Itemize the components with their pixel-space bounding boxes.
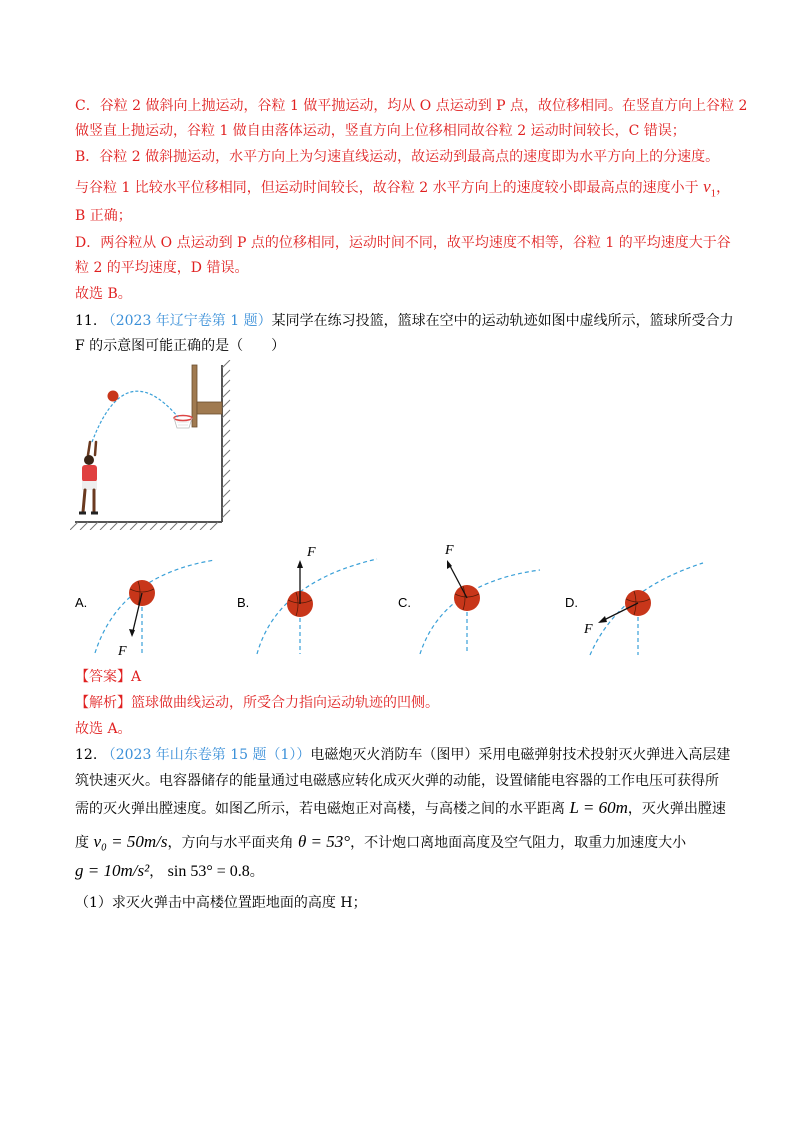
force-label-a: F (118, 644, 127, 659)
option-d-label[interactable]: D. (565, 595, 578, 610)
q12-header (75, 744, 730, 766)
math-v: v (703, 177, 711, 196)
q10-line-6: D．两谷粒从 O 点运动到 P 点的位移相同，运动时间不同，故平均速度不相等，谷粒 1 的平均速度大于谷 (75, 235, 731, 251)
q12-text-2: 筑快速灭火。电容器储存的能量通过电磁感应转化成灭火弹的动能，设置储能电容器的工作电压可获得所 (75, 773, 719, 789)
q12-text-5c: 。 (249, 864, 264, 880)
analysis-text: 篮球做曲线运动，所受合力指向运动轨迹的凹侧。 (131, 695, 439, 711)
q10-line-7: 粒 2 的平均速度，D 错误。 (75, 260, 249, 276)
option-c-figure[interactable] (415, 538, 545, 660)
q12-text-4b: ，方向与水平面夹角 (167, 835, 294, 851)
option-d-figure[interactable] (578, 555, 708, 660)
q10-line-2: 做竖直上抛运动，谷粒 1 做自由落体运动，竖直方向上位移相同故谷粒 2 运动时间较长，C 错误； (75, 123, 686, 139)
answer-tag: 【答案】 (75, 669, 131, 685)
q12-source: （2023 年山东卷第 15 题（1）） (101, 747, 311, 763)
math-sub-1: 1 (710, 187, 717, 200)
q12-subquestion-1: （1）求灭火弹击中高楼位置距地面的高度 H； (75, 895, 367, 911)
option-b-label[interactable]: B. (237, 595, 250, 610)
q11-answer (75, 666, 141, 688)
q12-text-5b: ， (149, 864, 164, 880)
option-a-figure[interactable] (90, 555, 220, 660)
q11-text-2: F 的示意图可能正确的是（ ） (75, 338, 286, 354)
q11-text-1: 某同学在练习投篮，篮球在空中的运动轨迹如图中虚线所示，篮球所受合力 (271, 313, 734, 329)
force-label-b: F (307, 545, 316, 560)
math-theta: θ = 53° (297, 832, 351, 851)
option-a-label[interactable]: A. (75, 595, 88, 610)
q12-text-5 (75, 860, 264, 883)
q12-text-3b: ，灭火弹出膛速 (627, 801, 726, 817)
math-v0: v₀ = 50m/s (93, 832, 168, 851)
q12-text-3 (75, 797, 726, 820)
option-c-label[interactable]: C. (398, 595, 411, 610)
q10-conclusion: 故选 B。 (75, 286, 132, 302)
player-icon (79, 442, 98, 513)
math-sin: sin 53° = 0.8 (167, 863, 250, 880)
q12-text-3a: 需的灭火弹出膛速度。如图乙所示，若电磁炮正对高楼，与高楼之间的水平距离 (75, 801, 565, 817)
q12-text-4c: ，不计炮口离地面高度及空气阻力，取重力加速度大小 (350, 835, 687, 851)
q10-line-4 (75, 176, 730, 204)
basketball-figure (70, 360, 240, 530)
q12-text-1: 电磁炮灭火消防车（图甲）采用电磁弹射技术投射灭火弹进入高层建 (310, 747, 731, 763)
force-label-c: F (445, 543, 454, 558)
q10-line-1: C．谷粒 2 做斜向上抛运动，谷粒 1 做平抛运动，均从 O 点运动到 P 点，故位移相同。在竖直方向上谷粒 2 (75, 98, 748, 114)
q11-number: 11. (75, 313, 98, 329)
option-b-figure[interactable] (252, 542, 382, 660)
q11-conclusion: 故选 A。 (75, 721, 132, 737)
q10-line-4-end: ， (716, 180, 731, 196)
math-l: L = 60m (569, 798, 628, 817)
q10-math-v1 (703, 177, 717, 200)
q11-header (75, 310, 734, 332)
q10-line-4-text: 与谷粒 1 比较水平位移相同，但运动时间较长，故谷粒 2 水平方向上的速度较小即最高点的速度小于 (75, 180, 699, 196)
force-label-d: F (584, 622, 593, 637)
analysis-tag: 【解析】 (75, 695, 131, 711)
math-g: g = 10m/s² (75, 861, 150, 880)
q10-line-5: B 正确； (75, 208, 132, 224)
q12-text-4 (75, 831, 686, 854)
q11-source: （2023 年辽宁卷第 1 题） (101, 313, 272, 329)
q11-analysis (75, 692, 439, 714)
q12-number: 12. (75, 747, 98, 763)
q10-line-3: B．谷粒 2 做斜抛运动，水平方向上为匀速直线运动，故运动到最高点的速度即为水平方向上的分速度。 (75, 149, 720, 165)
answer-value: A (131, 669, 142, 685)
q12-text-4a: 度 (75, 835, 89, 851)
